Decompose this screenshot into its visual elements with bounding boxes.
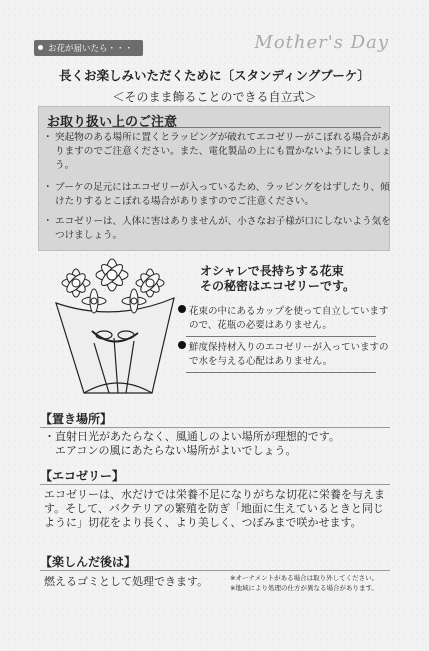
feature-point-text: 花束の中にあるカップを使って自立していますので、花瓶の必要はありません。 <box>189 306 389 331</box>
header-tag <box>34 40 143 56</box>
notice-divider <box>47 127 381 128</box>
bullet-icon <box>178 341 186 349</box>
feature-headline-1: オシャレで長持ちする花束 <box>200 264 344 278</box>
footnote: ※オーナメントがある場合は取り外してください。 <box>230 574 379 582</box>
notice-item: ・ エコゼリーは、人体に害はありませんが、小さなお子様が口にしないよう気をつけましょう。 <box>47 215 391 243</box>
script-title: Mother's Day <box>254 32 389 53</box>
page-title: 長くお楽しみいただくために〔スタンディングブーケ〕 <box>59 68 370 83</box>
header-tag-text: お花が届いたら・・・ <box>48 44 134 54</box>
bullet-icon <box>178 305 186 313</box>
feature-divider <box>186 336 376 337</box>
tag-dot-icon <box>38 45 43 50</box>
feature-divider <box>186 372 376 373</box>
footnote: ※地域により処理の仕方が異なる場合があります。 <box>230 584 378 592</box>
notice-heading: お取り扱い上のご注意 <box>47 115 178 130</box>
section-heading: 【エコゼリー】 <box>40 469 125 483</box>
feature-headline-2: その秘密はエコゼリーです。 <box>200 279 356 293</box>
section-text: 燃えるゴミとして処理できます。 <box>44 575 209 588</box>
notice-item: ・ 突起物のある場所に置くとラッピングが破れてエコゼリーがこぼれる場合がありますのでご注意ください。また、電化製品の上にも置かないようにしましょう。 <box>47 131 391 173</box>
feature-point <box>180 341 390 369</box>
feature-point <box>180 305 390 333</box>
section-heading: 【置き場所】 <box>40 412 113 426</box>
notice-item: ・ ブーケの足元にはエコゼリーが入っているため、ラッピングをはずしたり、傾けたりするとこぼれる場合がありますのでご注意ください。 <box>47 181 391 209</box>
section-heading: 【楽しんだ後は】 <box>40 555 137 569</box>
feature-headline <box>200 264 355 294</box>
page-subtitle: ＜そのまま飾ることのできる自立式＞ <box>112 90 317 104</box>
notice-box <box>38 106 390 251</box>
section-text: エコゼリーは、水だけでは栄養不足になりがちな切花に栄養を与えます。そして、バクテリアの繁殖を防ぎ「地面に生えているときと同じように」切花をより長く、より美しく、つぼみまで咲かせます。 <box>44 488 385 529</box>
section-text: ・直射日光があたらなく、風通しのよい場所が理想的です。 エアコンの風にあたらない場所がよいでしょう。 <box>44 430 340 457</box>
bouquet-illustration <box>34 253 194 403</box>
feature-point-text: 鮮度保持材入りのエコゼリーが入っていますので水を与える心配はありません。 <box>189 342 389 367</box>
